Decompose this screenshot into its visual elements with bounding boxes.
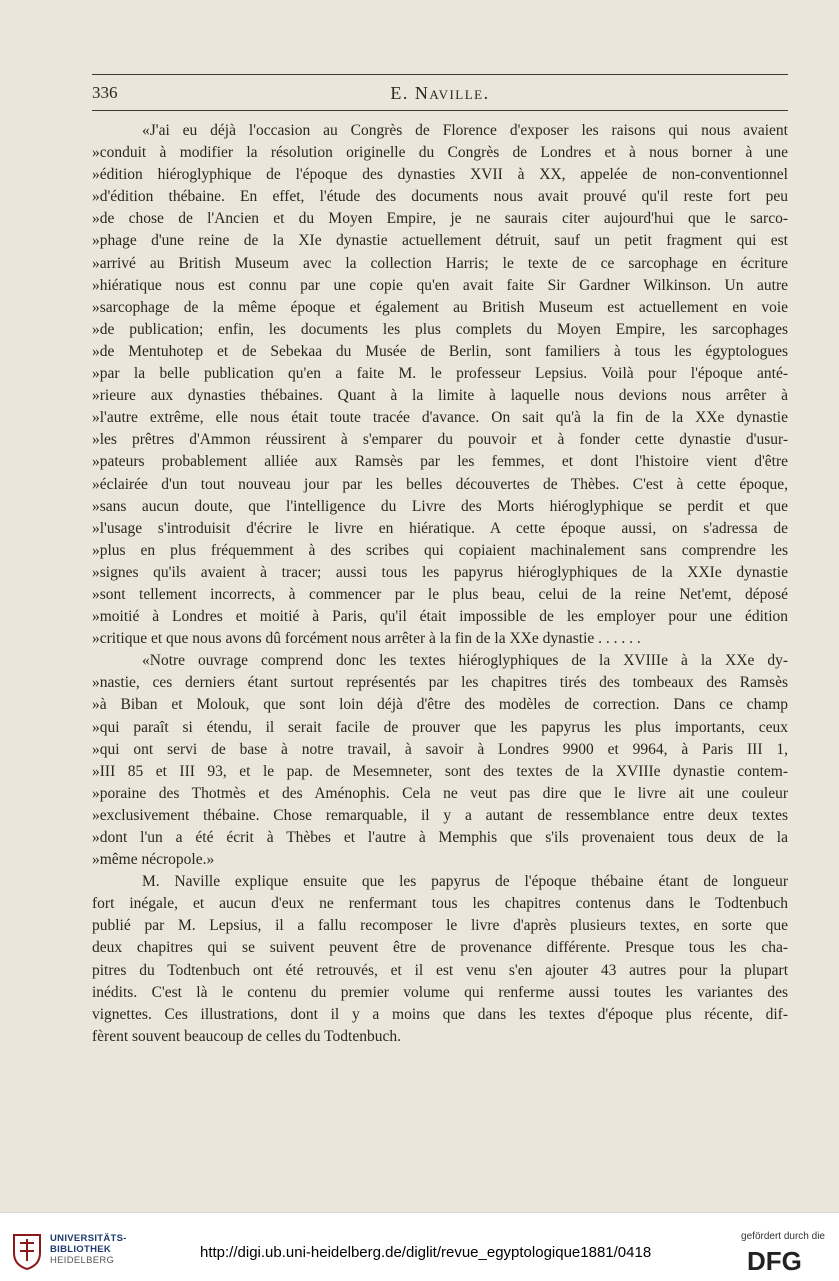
permalink-url[interactable]: http://digi.ub.uni-heidelberg.de/diglit/revue_egyptologique1881/0418	[200, 1244, 652, 1261]
university-seal-icon	[10, 1231, 44, 1271]
funded-by-label: gefördert durch die	[741, 1231, 825, 1242]
text-line: »arrivé au British Museum avec la collection Harris; le texte de ce sarcophage en écriture	[92, 254, 788, 272]
text-line: »plus en plus fréquemment à des scribes qui copiaient machinalement sans comprendre les	[92, 541, 788, 559]
library-name-line1: UNIVERSITÄTS-	[50, 1233, 127, 1244]
text-line: »qui ont servi de base à notre travail, à savoir à Londres 9900 et 9964, à Paris III 1,	[92, 740, 788, 758]
text-line: »dont l'un a été écrit à Thèbes et l'autre à Memphis que s'ils provenaient tous deux de la	[92, 829, 788, 846]
dfg-logo-text: DFG	[747, 1247, 802, 1273]
text-line: pitres du Todtenbuch ont été retrouvés, et il est venu s'en ajouter 43 autres pour la plupart	[92, 961, 788, 979]
paragraph-narrative	[92, 871, 788, 1048]
text-line: »les prêtres d'Ammon réussirent à s'emparer du pouvoir et à fonder cette dynastie d'usur-	[92, 431, 788, 449]
text-line: »même nécropole.»	[92, 851, 215, 869]
text-line: »d'édition thébaine. En effet, l'étude des documents nous avait prouvé qu'il reste fort peu	[92, 188, 788, 206]
running-head-author: E. Naville.	[390, 83, 490, 103]
text-line: »phage d'une reine de la XIe dynastie actuellement détruit, sauf un petit fragment qui est	[92, 232, 788, 250]
text-line: »éclairée d'un tout nouveau jour par les belles découvertes de Thèbes. C'est à cette époque,	[92, 475, 788, 493]
text-line: »exclusivement thébaine. Chose remarquable, il y a autant de ressemblance entre deux textes	[92, 806, 788, 824]
text-line: »à Biban et Molouk, que sont loin déjà d'être des modèles de correction. Dans ce champ	[92, 696, 788, 714]
dfg-logo-icon	[747, 1247, 825, 1273]
body-text	[92, 120, 788, 1048]
page-number: 336	[92, 83, 118, 102]
text-line: «Notre ouvrage comprend donc les textes hiéroglyphiques de la XVIIIe à la XXe dy-	[142, 652, 788, 670]
text-line: »signes qu'ils avaient à tracer; aussi tous les papyrus hiéroglyphiques de la XXIe dynastie	[92, 563, 788, 581]
running-head	[92, 83, 788, 107]
text-line: »par la belle publication qu'en a faite M. le professeur Lepsius. Voilà pour l'époque anté-	[92, 365, 788, 383]
text-line: »III 85 et III 93, et le pap. de Mesemneter, sont des textes de la XVIIIe dynastie contem-	[92, 762, 788, 780]
text-line: »hiératique nous est connu par une copie qu'en avait faite Sir Gardner Wilkinson. Un autre	[92, 276, 788, 294]
text-line: »moitié à Londres et moitié à Paris, qu'il était impossible de les employer pour une édition	[92, 608, 788, 626]
text-line: M. Naville explique ensuite que les papyrus de l'époque thébaine étant de longueur	[142, 873, 788, 891]
text-line: »poraine des Thotmès et des Aménophis. Cela ne veut pas dire que le livre ait une couleur	[92, 784, 788, 802]
text-line: »l'usage s'introduisit d'écrire le livre en hiératique. A cette époque aussi, on s'adressa de	[92, 519, 788, 537]
header-rule-bottom	[92, 110, 788, 111]
text-line: »de chose de l'Ancien et du Moyen Empire, je ne saurais citer aujourd'hui que le sarco-	[92, 210, 788, 228]
text-line: »l'autre extrême, elle nous était toute tracée d'avance. On sait qu'à la fin de la XXe dynastie	[92, 409, 788, 427]
text-line: »critique et que nous avons dû forcément nous arrêter à la fin de la XXe dynastie . . . . . .	[92, 630, 641, 648]
text-line: »sont tellement incorrects, à commencer par le plus beau, celui de la reine Net'emt, déposé	[92, 585, 788, 603]
header-rule-top	[92, 74, 788, 75]
text-line: deux chapitres qui se suivent peuvent être de provenance différente. Presque tous les cha-	[92, 939, 788, 957]
text-line: »sans aucun doute, que l'intelligence du Livre des Morts hiéroglyphique se perdit et que	[92, 497, 788, 515]
text-line: inédits. C'est là le contenu du premier volume qui renferme aussi toutes les variantes des	[92, 983, 788, 1001]
paragraph-quote-1	[92, 120, 788, 650]
library-name-line3: HEIDELBERG	[50, 1255, 115, 1266]
text-line: »rieure aux dynasties thébaines. Quant à la limite à laquelle nous devions nous arrêter à	[92, 387, 788, 405]
text-line: »conduit à modifier la résolution originelle du Congrès de Londres et à nous borner à une	[92, 144, 788, 162]
text-line: »qui paraît si étendu, il serait facile de prouver que les papyrus les plus importants, ceux	[92, 718, 788, 736]
text-line: vignettes. Ces illustrations, dont il y a moins que dans les textes d'époque plus récente, dif-	[92, 1005, 788, 1023]
text-line: fort inégale, et aucun d'eux ne renfermant tous les chapitres contenus dans le Todtenbuch	[92, 895, 788, 913]
text-line: publié par M. Lepsius, il a fallu recomposer le livre d'après plusieurs textes, en sorte que	[92, 917, 788, 935]
text-line: »de publication; enfin, les documents les plus complets du Moyen Empire, les sarcophages	[92, 320, 788, 338]
text-line: »de Mentuhotep et de Sebekaa du Musée de Berlin, sont familiers à tous les égyptologues	[92, 342, 788, 360]
library-name	[50, 1233, 127, 1266]
text-line: fèrent souvent beaucoup de celles du Todtenbuch.	[92, 1027, 401, 1045]
paragraph-quote-2	[92, 650, 788, 871]
text-line: »édition hiéroglyphique de l'époque des dynasties XVII à XX, appelée de non-conventionnel	[92, 166, 788, 184]
text-line: »pateurs probablement alliée aux Ramsès par les femmes, et dont l'histoire vient d'être	[92, 453, 788, 471]
library-name-line2: BIBLIOTHEK	[50, 1244, 112, 1255]
text-line: »sarcophage de la même époque et également au British Museum est actuellement en voie	[92, 298, 788, 316]
text-line: «J'ai eu déjà l'occasion au Congrès de Florence d'exposer les raisons qui nous avaient	[142, 122, 788, 139]
text-line: »nastie, ces derniers étant surtout représentés par les chapitres tirés des tombeaux des Ramsès	[92, 674, 788, 692]
digitization-footer	[0, 1212, 839, 1281]
